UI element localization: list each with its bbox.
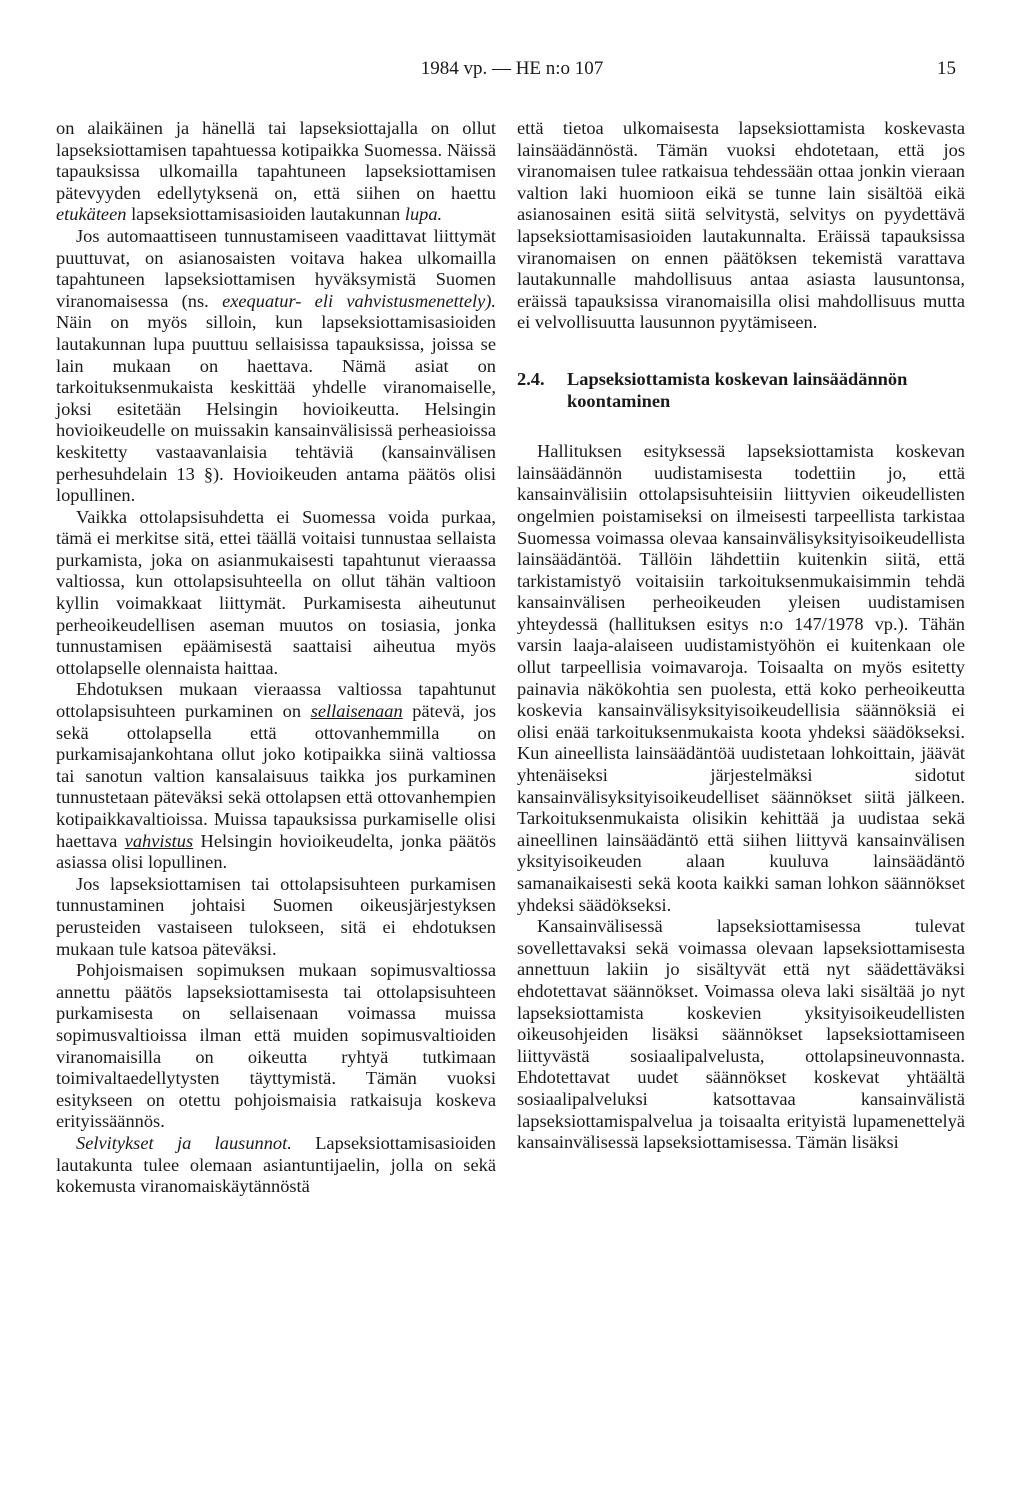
- paragraph: on alaikäinen ja hänellä tai lapseksiottajalla on ollut lapseksiottamisen tapahtuessa kotipaikka Suomessa. Näissä tapauksissa ulkomailla tapahtuneen lapseksiottamisen pätevyyden edellytyksenä on, että siihen on haettu etukäteen lapseksiottamisasioiden lautakunnan lupa.: [56, 118, 496, 225]
- paragraph: Vaikka ottolapsisuhdetta ei Suomessa voida purkaa, tämä ei merkitse sitä, ettei täällä voitaisi tunnustaa sellaista purkamista, joka on asianmukaisesti tapahtunut vieraassa valtiossa, kun ottolapsisuhteella on ollut tähän valtioon kyllin voimakkaat liittymät. Purkamisesta aiheutunut perheoikeudellisen aseman muutos on tosiasia, jonka tunnustamisen epäämisestä saattaisi aiheutua myös ottolapselle olennaista haittaa.: [56, 506, 496, 678]
- right-column: [517, 118, 965, 1154]
- section-number: 2.4.: [517, 368, 545, 389]
- left-column: [56, 118, 496, 1198]
- paragraph: Jos lapseksiottamisen tai ottolapsisuhteen purkamisen tunnustaminen johtaisi Suomen oikeusjärjestyksen perusteiden vastaiseen tulokseen, sitä ei ehdotuksen mukaan tule katsoa päteväksi.: [56, 873, 496, 959]
- paragraph: Jos automaattiseen tunnustamiseen vaadittavat liittymät puuttuvat, on asianosaisten voitava hakea ulkomailla tapahtuneen lapseksiottamisen hyväksymistä Suomen viranomaisessa (ns. exequatur- eli vahvistusmenettely). Näin on myös silloin, kun lapseksiottamisasioiden lautakunnan lupa puuttuu sellaisissa tapauksissa, joissa se lain mukaan on haettava. Nämä asiat on tarkoituksenmukaista keskittää yhdelle viranomaiselle, joksi esitetään Helsingin hovioikeutta. Helsingin hovioikeudelle on muissakin kansainvälisissä perheasioissa keskitetty vastaavanlaisia tehtäviä (kansainvälisen perhesuhdelain 13 §). Hovioikeuden antama päätös olisi lopullinen.: [56, 225, 496, 506]
- running-title: 1984 vp. — HE n:o 107: [420, 58, 604, 79]
- paragraph: että tietoa ulkomaisesta lapseksiottamista koskevasta lainsäädännöstä. Tämän vuoksi ehdotetaan, että jos viranomaisen tulee ratkaisua tehdessään ottaa jonkin vieraan valtion laki huomioon eikä se tunne lain sisältöä eikä asianosainen esitä siitä selvitystä, selvitys on pyydettävä lapseksiottamisasioiden lautakunnalta. Eräissä tapauksissa viranomaisen on ennen päätöksen tekemistä varattava lautakunnalle mahdollisuus antaa asiasta lausuntonsa, eräissä tapauksissa viranomaisilla olisi mahdollisuus mutta ei velvollisuutta lausunnon pyytämiseen.: [517, 118, 965, 333]
- page-number: 15: [937, 58, 956, 79]
- paragraph: Selvitykset ja lausunnot. Lapseksiottamisasioiden lautakunta tulee olemaan asiantuntijaelin, jolla on sekä kokemusta viranomaiskäytännöstä: [56, 1132, 496, 1197]
- paragraph: Ehdotuksen mukaan vieraassa valtiossa tapahtunut ottolapsisuhteen purkaminen on sellaisenaan pätevä, jos sekä ottolapsella että ottovanhemmilla on purkamisajankohtana ollut joko kotipaikka siinä valtiossa tai sanotun valtion kansalaisuus taikka jos purkaminen tunnustetaan päteväksi sekä ottolapsen että ottovanhempien kotipaikkavaltioissa. Muissa tapauksissa purkamiselle olisi haettava vahvistus Helsingin hovioikeudelta, jonka päätös asiassa olisi lopullinen.: [56, 679, 496, 873]
- page-header: [0, 58, 1024, 88]
- paragraph: Kansainvälisessä lapseksiottamisessa tulevat sovellettavaksi sekä voimassa olevaan lapseksiottamisesta annettuun lakiin jo sisältyvät että nyt säädettäväksi ehdotettavat säännökset. Voimassa oleva laki sisältää jo nyt lapseksiottamista koskevien yksityisoikeudellisten oikeusohjeiden lisäksi säännökset lapseksiottamiseen liittyvästä sosiaalipalvelusta, ottolapsineuvonnasta. Ehdotettavat uudet säännökset koskevat yhtäältä sosiaalipalveluksi katsottavaa kansainvälistä lapseksiottamispalvelua ja toisaalta erityistä lupamenettelyä kansainvälisessä lapseksiottamisessa. Tämän lisäksi: [517, 916, 965, 1153]
- section-title: Lapseksiottamista koskevan lainsäädännön koontaminen: [567, 368, 908, 411]
- paragraph: Pohjoismaisen sopimuksen mukaan sopimusvaltiossa annettu päätös lapseksiottamisesta tai ottolapsisuhteen purkamisesta on sellaisenaan voimassa muissa sopimusvaltioissa ilman että muiden sopimusvaltioiden viranomaisilla on oikeutta ryhtyä tutkimaan toimivaltaedellytysten täyttymistä. Tämän vuoksi esitykseen on otettu pohjoismaisia ratkaisuja koskeva erityissäännös.: [56, 960, 496, 1132]
- section-heading: [517, 369, 965, 412]
- paragraph: Hallituksen esityksessä lapseksiottamista koskevan lainsäädännön uudistamisesta todettiin jo, että kansainvälisiin ottolapsisuhteisiin liittyvien oikeudellisten ongelmien poistamiseksi on ilmeisesti tarpeellista tarkistaa Suomessa voimassa olevaa kansainvälisyksityisoikeudellista lainsäädäntöä. Tällöin lähdettiin kuitenkin siitä, että tarkistamistyö voitaisiin tarkoituksenmukaisimmin tehdä kansainvälisen perheoikeuden yleisen uudistamisen yhteydessä (hallituksen esitys n:o 147/1978 vp.). Tähän varsin laaja-alaiseen uudistamistyöhön ei kuitenkaan ole ollut tarpeellisia voimavaroja. Toisaalta on myös esitetty painavia näkökohtia sen puolesta, että koko perheoikeutta koskevia kansainvälisyksityisoikeudellisia säännöksiä ei olisi enää tarkoituksenmukaista koota yhdeksi säädökseksi. Kun aineellista lainsäädäntöä uudistetaan lohkoittain, jäävät yhtenäiseksi järjestelmäksi sidotut kansainvälisyksityisoikeudelliset säännökset siitä jälkeen. Tarkoituksenmukaista olisikin kehittää ja uudistaa sekä aineellinen lainsäädäntö että siihen liittyvä kansainvälisen yksityisoikeuden alaan kuuluva lainsäädäntö samanaikaisesti sekä koota kaikki saman lohkon säännökset yhdeksi säädökseksi.: [517, 441, 965, 915]
